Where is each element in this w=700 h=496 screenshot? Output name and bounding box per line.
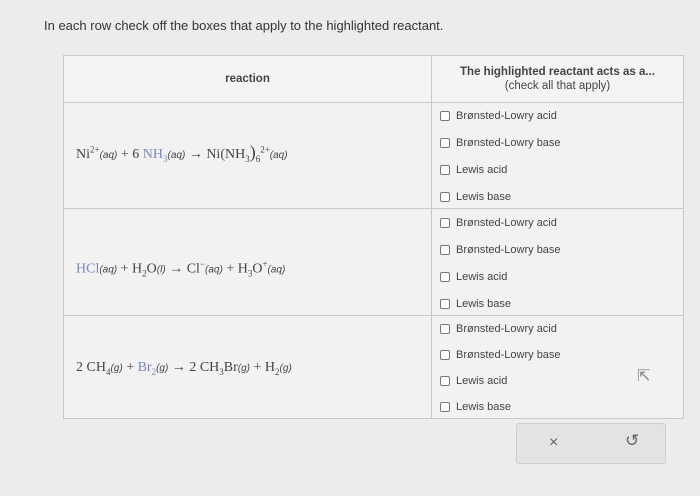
checkbox-icon[interactable] [440, 324, 450, 334]
highlighted-reactant: $Br_2$ [137, 360, 157, 377]
option-bl-base[interactable]: Brønsted-Lowry base [440, 137, 561, 149]
highlighted-reactant: $NH_3$ [142, 147, 168, 164]
checkbox-icon[interactable] [440, 272, 450, 282]
header-acts-sub: (check all that apply) [504, 80, 611, 92]
checkbox-icon[interactable] [440, 376, 450, 386]
option-bl-acid[interactable]: Brønsted-Lowry acid [440, 323, 557, 335]
option-lewis-acid[interactable]: Lewis acid [440, 271, 507, 283]
checkbox-icon[interactable] [440, 402, 450, 412]
option-bl-acid[interactable]: Brønsted-Lowry acid [440, 110, 557, 122]
table-header [64, 56, 683, 103]
answer-toolbar [516, 423, 666, 464]
option-bl-base[interactable]: Brønsted-Lowry base [440, 244, 561, 256]
checkbox-icon[interactable] [440, 138, 450, 148]
table-row [64, 316, 683, 420]
table-row [64, 209, 683, 316]
checkbox-icon[interactable] [440, 165, 450, 175]
checkbox-icon[interactable] [440, 192, 450, 202]
option-lewis-acid[interactable]: Lewis acid [440, 164, 507, 176]
checkbox-icon[interactable] [440, 111, 450, 121]
option-bl-acid[interactable]: Brønsted-Lowry acid [440, 217, 557, 229]
reaction-2: $HCl(aq) + H_2O(l) \to Cl^-(aq) + H_3O^+(aq)$ [76, 259, 286, 279]
highlighted-reactant: HCl [76, 261, 100, 277]
undo-icon[interactable]: ↺ [625, 431, 640, 450]
cursor-icon: ⇱ [637, 368, 651, 385]
header-acts-title: The highlighted reactant acts as a... [460, 66, 655, 78]
instructions: In each row check off the boxes that apply to the highlighted reactant. [44, 18, 444, 33]
option-lewis-base[interactable]: Lewis base [440, 298, 511, 310]
checkbox-icon[interactable] [440, 245, 450, 255]
reaction-1: $Ni^{2+}(aq) + 6$ $NH_3(aq) \to Ni(NH_3)_6^{2+}(aq)$ [76, 142, 288, 164]
reaction-3: 2 $CH_4(g) + Br_2(g) \to 2$ $CH_3Br(g) + H_2(g)$ [76, 360, 292, 377]
header-reaction: reaction [225, 73, 270, 85]
checkbox-icon[interactable] [440, 350, 450, 360]
option-lewis-base[interactable]: Lewis base [440, 191, 511, 203]
header-acts-as [432, 56, 683, 102]
option-lewis-base[interactable]: Lewis base [440, 401, 511, 413]
reaction-table [63, 55, 684, 419]
checkbox-icon[interactable] [440, 299, 450, 309]
option-lewis-acid[interactable]: Lewis acid [440, 375, 507, 387]
close-icon[interactable]: × [549, 434, 559, 451]
table-row [64, 102, 683, 209]
checkbox-icon[interactable] [440, 218, 450, 228]
option-bl-base[interactable]: Brønsted-Lowry base [440, 349, 561, 361]
